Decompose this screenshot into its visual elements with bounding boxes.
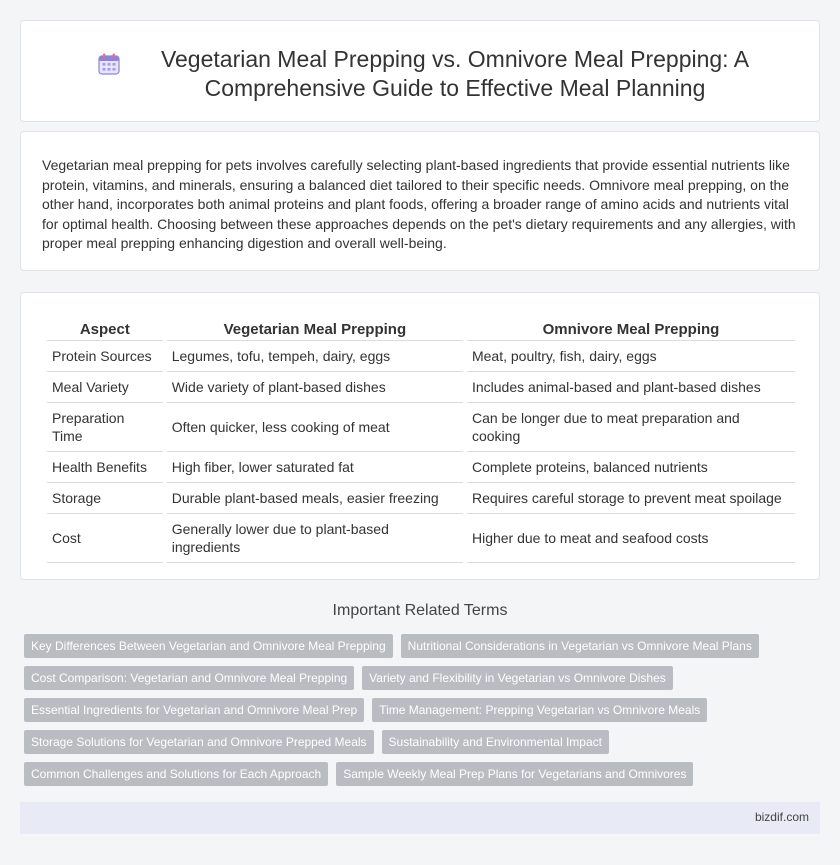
title-wrap [21, 45, 819, 103]
related-term-tag[interactable]: Time Management: Prepping Vegetarian vs Omnivore Meals [372, 698, 707, 722]
column-header-aspect: Aspect [47, 315, 163, 341]
table-row [47, 483, 795, 514]
table-cell-aspect: Cost [47, 514, 163, 563]
intro-paragraph: Vegetarian meal prepping for pets involves carefully selecting plant-based ingredients that provide essential nutrients like protein, vitamins, and minerals, ensuring a balanced diet tailored to their specific needs. Omnivore meal prepping, on the other hand, incorporates both animal proteins and plant foods, offering a broader range of amino acids and nutrients vital for optimal health. Choosing between these approaches depends on the pet's dietary requirements and any allergies, with proper meal prepping enhancing digestion and overall well-being. [42, 157, 796, 252]
header-card [20, 20, 820, 122]
table-cell-vegetarian: Wide variety of plant-based dishes [167, 372, 463, 403]
tag-row [24, 634, 804, 658]
page-title: Vegetarian Meal Prepping vs. Omnivore Meal Prepping: A Comprehensive Guide to Effective Meal Planning [160, 46, 750, 101]
table-cell-omnivore: Includes animal-based and plant-based dishes [467, 372, 795, 403]
table-row [47, 403, 795, 452]
related-terms-title: Important Related Terms [332, 602, 508, 619]
tag-row [24, 762, 804, 786]
tag-row [24, 730, 804, 754]
related-term-tag[interactable]: Storage Solutions for Vegetarian and Omnivore Prepped Meals [24, 730, 374, 754]
table-cell-vegetarian: Generally lower due to plant-based ingredients [167, 514, 463, 563]
tag-row [24, 698, 804, 722]
related-term-tag[interactable]: Nutritional Considerations in Vegetarian vs Omnivore Meal Plans [401, 634, 759, 658]
related-terms-list [24, 634, 804, 794]
table-cell-omnivore: Meat, poultry, fish, dairy, eggs [467, 341, 795, 372]
table-cell-omnivore: Requires careful storage to prevent meat spoilage [467, 483, 795, 514]
table-row [47, 341, 795, 372]
comparison-table [43, 315, 799, 563]
table-cell-vegetarian: Durable plant-based meals, easier freezing [167, 483, 463, 514]
comparison-table-card [20, 292, 820, 580]
footer-brand-link[interactable]: bizdif.com [754, 810, 809, 824]
related-term-tag[interactable]: Cost Comparison: Vegetarian and Omnivore Meal Prepping [24, 666, 354, 690]
related-term-tag[interactable]: Sample Weekly Meal Prep Plans for Vegetarians and Omnivores [336, 762, 693, 786]
calendar-icon [97, 52, 121, 76]
table-cell-omnivore: Higher due to meat and seafood costs [467, 514, 795, 563]
related-term-tag[interactable]: Sustainability and Environmental Impact [382, 730, 609, 754]
table-cell-aspect: Preparation Time [47, 403, 163, 452]
related-term-tag[interactable]: Variety and Flexibility in Vegetarian vs Omnivore Dishes [362, 666, 673, 690]
column-header-omnivore: Omnivore Meal Prepping [467, 315, 795, 341]
table-cell-aspect: Protein Sources [47, 341, 163, 372]
table-cell-aspect: Health Benefits [47, 452, 163, 483]
table-row [47, 514, 795, 563]
table-cell-omnivore: Can be longer due to meat preparation and cooking [467, 403, 795, 452]
related-term-tag[interactable]: Essential Ingredients for Vegetarian and Omnivore Meal Prep [24, 698, 364, 722]
table-cell-aspect: Storage [47, 483, 163, 514]
related-term-tag[interactable]: Key Differences Between Vegetarian and Omnivore Meal Prepping [24, 634, 393, 658]
footer [20, 802, 820, 834]
table-cell-vegetarian: High fiber, lower saturated fat [167, 452, 463, 483]
table-header-row [47, 315, 795, 341]
table-cell-vegetarian: Often quicker, less cooking of meat [167, 403, 463, 452]
table-row [47, 372, 795, 403]
intro-card [20, 131, 820, 271]
table-cell-aspect: Meal Variety [47, 372, 163, 403]
tag-row [24, 666, 804, 690]
table-cell-vegetarian: Legumes, tofu, tempeh, dairy, eggs [167, 341, 463, 372]
table-cell-omnivore: Complete proteins, balanced nutrients [467, 452, 795, 483]
column-header-vegetarian: Vegetarian Meal Prepping [167, 315, 463, 341]
related-term-tag[interactable]: Common Challenges and Solutions for Each Approach [24, 762, 328, 786]
table-row [47, 452, 795, 483]
